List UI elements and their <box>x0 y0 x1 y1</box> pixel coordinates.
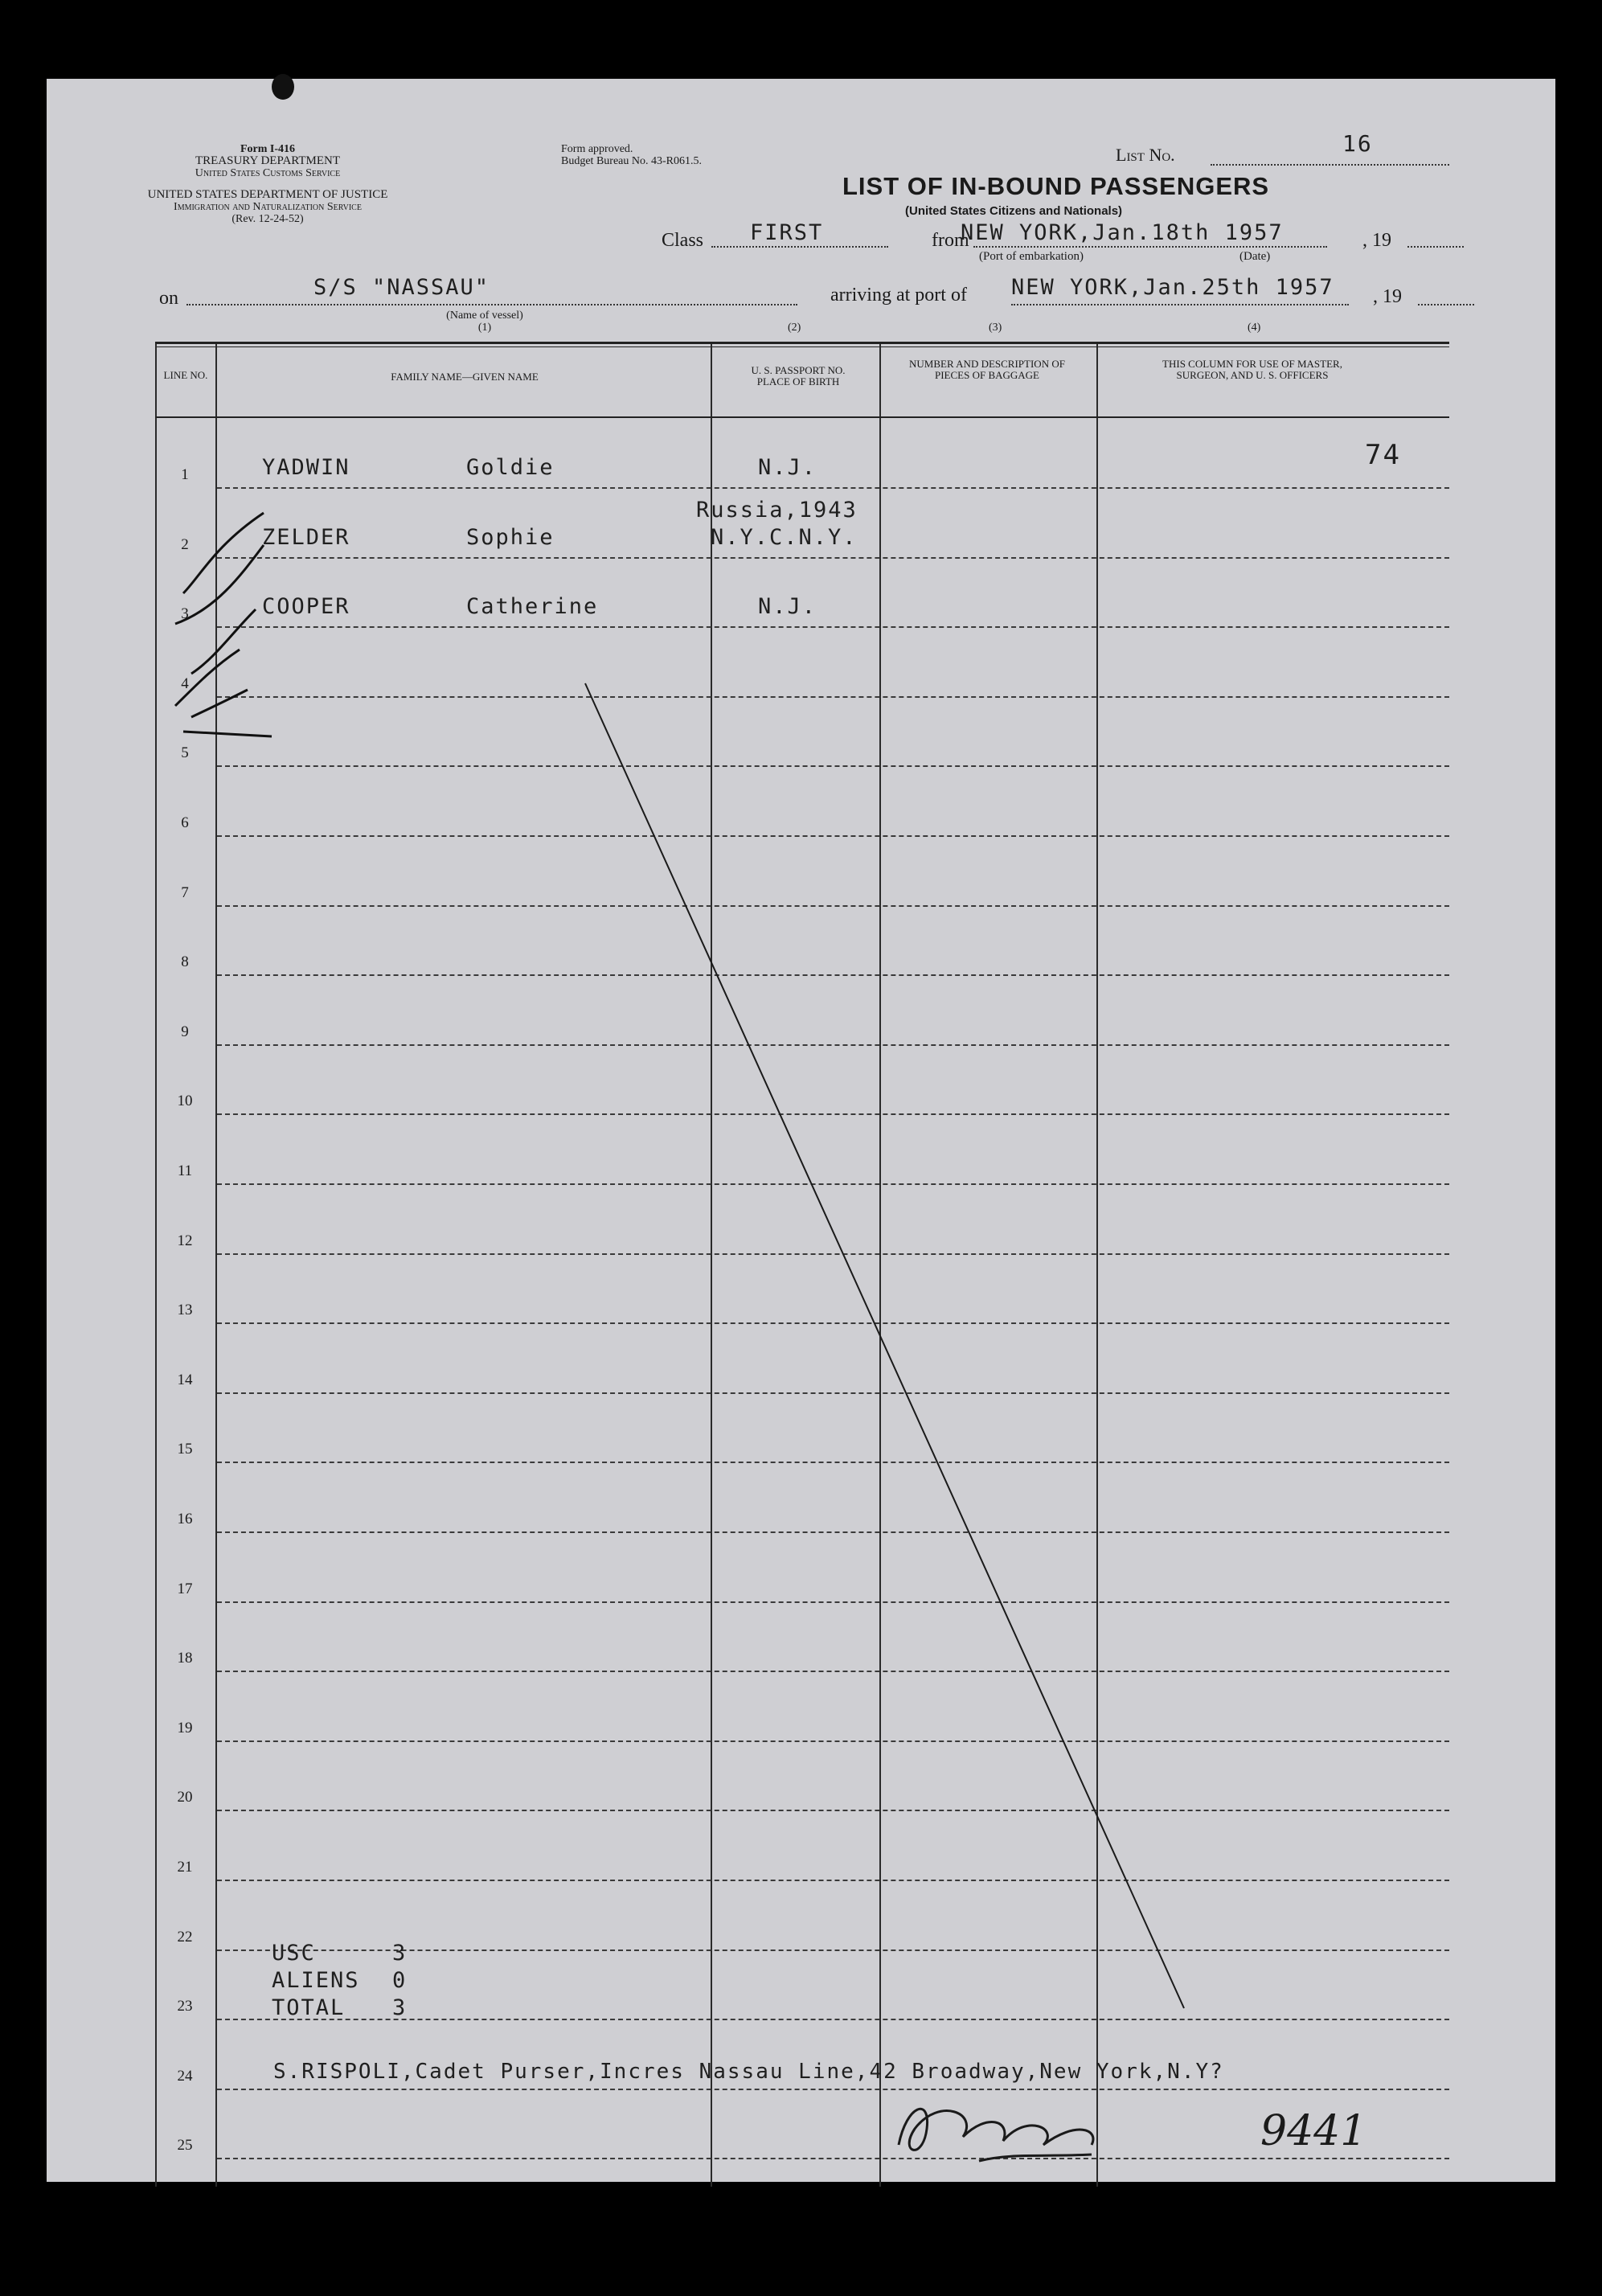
totals-label: TOTAL <box>272 1995 346 2020</box>
col-num-4: (4) <box>1248 322 1261 334</box>
arriving-label: arriving at port of <box>830 285 967 305</box>
col-num-3: (3) <box>989 322 1002 334</box>
on-label: on <box>159 288 178 309</box>
approval-line1: Form approved. <box>561 143 633 155</box>
from-year-suffix: , 19 <box>1362 230 1391 251</box>
birth-place-note: Russia,1943 <box>696 497 858 523</box>
family-name: ZELDER <box>262 524 350 550</box>
line-number: 23 <box>177 1998 193 2015</box>
line-number: 8 <box>181 953 189 971</box>
line-number: 25 <box>177 2137 193 2155</box>
given-name: Catherine <box>466 594 599 620</box>
given-name: Sophie <box>466 524 555 550</box>
line-number: 13 <box>177 1302 193 1319</box>
ins-label: Immigration and Naturalization Service <box>174 201 362 213</box>
line-number: 3 <box>181 605 189 623</box>
totals-row <box>272 1995 432 2020</box>
family-name: YADWIN <box>262 455 350 480</box>
arriving-value: NEW YORK,Jan.25th 1957 <box>1011 275 1334 300</box>
vessel-caption-text: (Name of vessel) <box>446 310 523 322</box>
treasury-label: TREASURY DEPARTMENT <box>195 154 341 167</box>
approval-line2: Budget Bureau No. 43-R061.5. <box>561 155 702 167</box>
class-value: FIRST <box>750 220 824 245</box>
rev-label: (Rev. 12-24-52) <box>231 213 304 225</box>
totals-label: USC <box>272 1941 316 1966</box>
line-number: 11 <box>177 1162 193 1179</box>
given-name: Goldie <box>466 455 555 480</box>
totals-value: 0 <box>392 1968 408 1993</box>
customs-label: United States Customs Service <box>195 167 341 179</box>
line-number: 6 <box>181 814 189 831</box>
page-subtitle: (United States Citizens and Nationals) <box>905 204 1123 218</box>
line-number: 4 <box>181 674 189 692</box>
arrival-year-suffix: , 19 <box>1373 286 1402 307</box>
port-caption: (Port of embarkation) <box>979 250 1084 263</box>
line-number: 24 <box>177 2067 193 2085</box>
place-of-birth: N.Y.C.N.Y. <box>711 524 858 550</box>
line-number: 7 <box>181 884 189 901</box>
line-number: 21 <box>177 1859 193 1876</box>
class-label: Class <box>662 230 704 251</box>
line-number: 14 <box>177 1371 193 1388</box>
totals-label: ALIENS <box>272 1968 360 1993</box>
line-number: 10 <box>177 1093 193 1110</box>
totals-row <box>272 1941 432 1966</box>
col-head-name: FAMILY NAME—GIVEN NAME <box>391 371 539 383</box>
officer-note: 74 <box>1365 439 1401 471</box>
col-head-passport: U. S. PASSPORT NO. PLACE OF BIRTH <box>751 364 846 387</box>
date-caption: (Date) <box>1239 250 1271 263</box>
line-number: 20 <box>177 1789 193 1806</box>
justice-label: UNITED STATES DEPARTMENT OF JUSTICE <box>147 188 388 201</box>
diagonal-strike <box>47 79 1555 2182</box>
vessel-caption-num: (1) <box>477 322 492 334</box>
line-number: 9 <box>181 1023 189 1040</box>
place-of-birth: N.J. <box>758 455 817 480</box>
line-number: 2 <box>181 535 189 553</box>
vessel-value: S/S "NASSAU" <box>313 275 490 300</box>
col-head-baggage: NUMBER AND DESCRIPTION OF PIECES OF BAGGAGE <box>909 358 1065 381</box>
from-value: NEW YORK,Jan.18th 1957 <box>961 220 1284 245</box>
handwritten-signature <box>883 2081 1445 2169</box>
manifest-sheet <box>47 79 1555 2182</box>
signature-line: S.RISPOLI,Cadet Purser,Incres Nassau Line,42 Broadway,New York,N.Y? <box>273 2060 1224 2084</box>
line-number: 22 <box>177 1928 193 1945</box>
col-head-officers: THIS COLUMN FOR USE OF MASTER, SURGEON, AND U. S. OFFICERS <box>1162 358 1342 381</box>
handwritten-note: 9441 <box>1260 2107 1367 2155</box>
totals-value: 3 <box>392 1941 408 1966</box>
list-no-value: 16 <box>1342 130 1373 157</box>
place-of-birth: N.J. <box>758 594 817 620</box>
line-number: 18 <box>177 1650 193 1667</box>
list-no-label: List No. <box>1116 145 1175 165</box>
from-label: from <box>932 230 969 251</box>
form-number: Form I-416 <box>240 143 296 155</box>
col-num-2: (2) <box>788 322 801 334</box>
line-number: 5 <box>181 744 189 762</box>
col-head-line: LINE NO. <box>163 369 208 381</box>
line-number: 15 <box>177 1441 193 1458</box>
line-number: 17 <box>177 1580 193 1597</box>
line-number: 19 <box>177 1719 193 1736</box>
line-number: 16 <box>177 1511 193 1527</box>
line-number: 1 <box>181 466 189 483</box>
line-number: 12 <box>177 1232 193 1249</box>
totals-row <box>272 1968 432 1993</box>
family-name: COOPER <box>262 594 350 620</box>
page-title: LIST OF IN-BOUND PASSENGERS <box>842 172 1270 200</box>
totals-value: 3 <box>392 1995 408 2020</box>
